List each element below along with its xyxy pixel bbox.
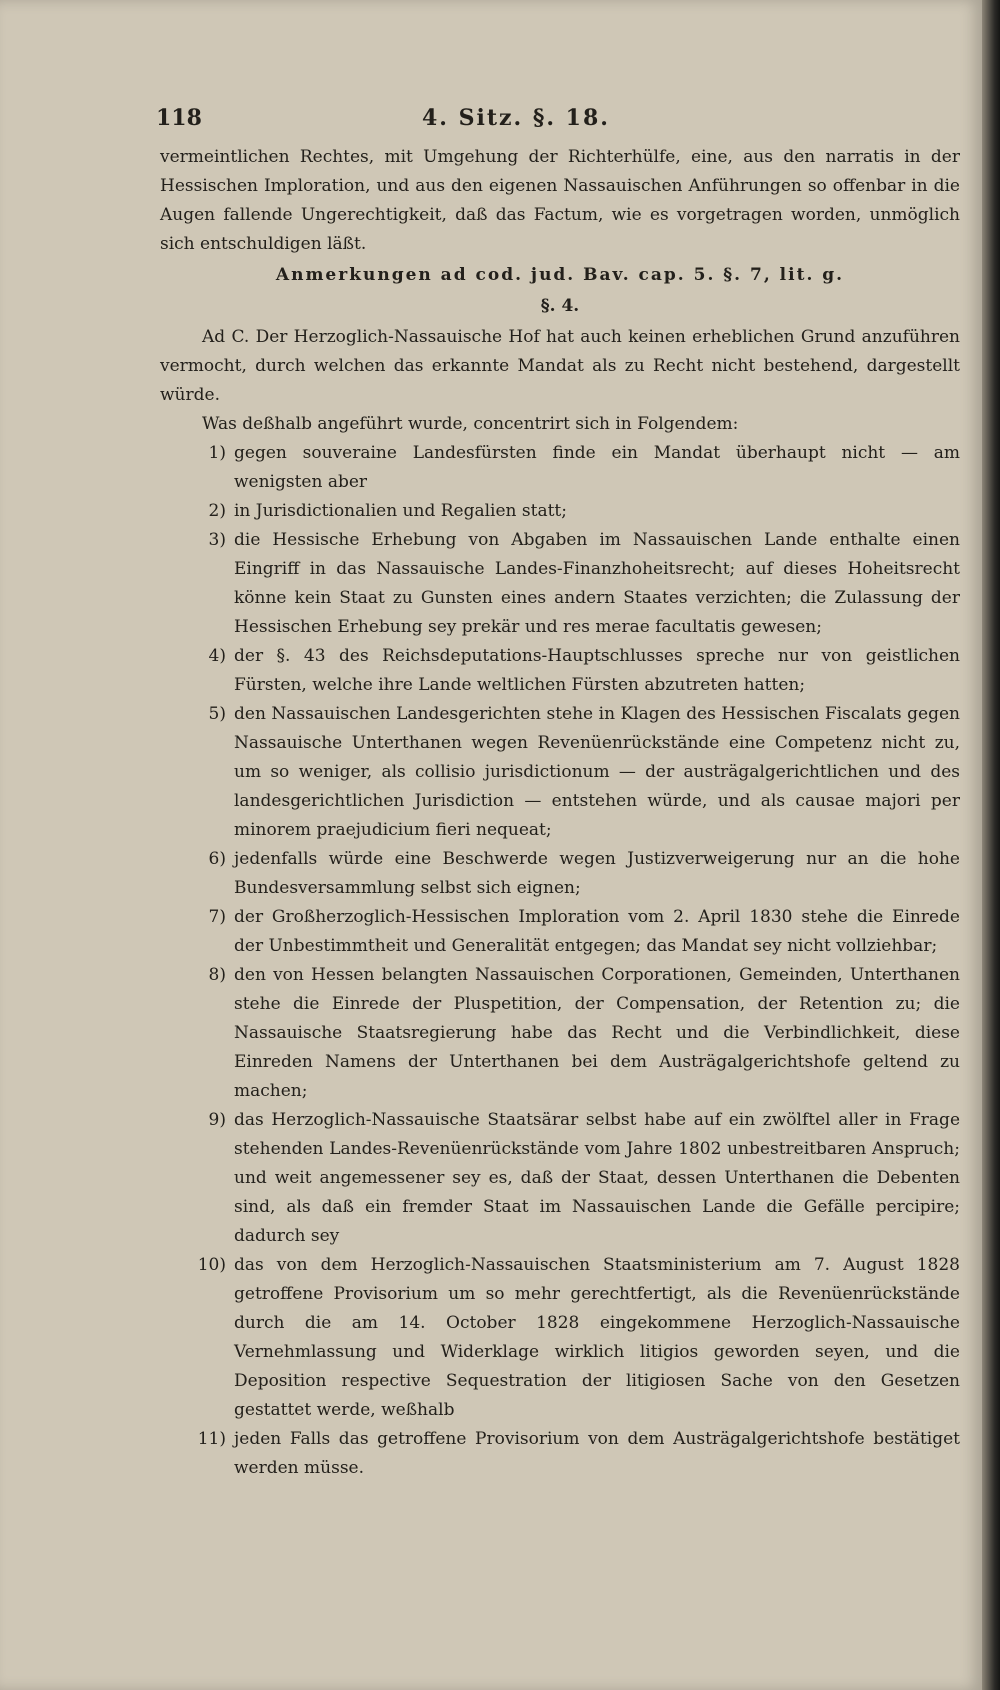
item-number: 8)	[208, 965, 226, 985]
item-text: der Großherzoglich-Hessischen Imploration vom 2. April 1830 stehe die Einrede der Unbestimmtheit und Generalität entgegen; das Mandat sey nicht vollziehbar;	[234, 907, 960, 956]
list-item	[160, 961, 960, 1106]
list-item	[160, 1425, 960, 1483]
section-mark: §. 4.	[540, 296, 580, 316]
item-number: 9)	[208, 1110, 226, 1130]
lead-paragraph: Was deßhalb angeführt wurde, concentrirt sich in Folgendem:	[202, 414, 739, 434]
annotation-heading: Anmerkungen ad cod. jud. Bav. cap. 5. §. 7, lit. g.	[275, 265, 845, 285]
ad-c-paragraph: Ad C. Der Herzoglich-Nassauische Hof hat auch keinen erheblichen Grund anzuführen vermocht, durch welchen das erkannte Mandat als zu Recht nicht bestehend, dargestellt würde.	[160, 327, 960, 405]
item-text: das Herzoglich-Nassauische Staatsärar selbst habe auf ein zwölftel aller in Frage stehenden Landes-Revenüenrückstände vom Jahre 1802 unbestreitbaren Anspruch; und weit angemessener sey es, daß der Staat, dessen Unterthanen die Debenten sind, als daß ein fremder Staat im Nassauischen Lande die Gefälle percipire; dadurch sey	[234, 1110, 960, 1246]
page-content	[156, 104, 960, 1483]
argument-list	[160, 439, 960, 1483]
list-item	[160, 1251, 960, 1425]
item-text: in Jurisdictionalien und Regalien statt;	[234, 501, 567, 521]
item-text: gegen souveraine Landesfürsten finde ein Mandat überhaupt nicht — am wenigsten aber	[234, 443, 960, 492]
book-spine-shadow	[982, 0, 1000, 1690]
list-item	[160, 903, 960, 961]
item-number: 5)	[208, 704, 226, 724]
item-text: den von Hessen belangten Nassauischen Corporationen, Gemeinden, Unterthanen stehe die Einrede der Pluspetition, der Compensation, der Retention zu; die Nassauische Staatsregierung habe das Recht und die Verbindlichkeit, diese Einreden Namens der Unterthanen bei dem Austrägalgerichtshofe geltend zu machen;	[234, 965, 960, 1101]
item-text: den Nassauischen Landesgerichten stehe in Klagen des Hessischen Fiscalats gegen Nassauische Unterthanen wegen Revenüenrückstände eine Competenz nicht zu, um so weniger, als collisio jurisdictionum — der austrägalgerichtlichen und des landesgerichtlichen Jurisdiction — entstehen würde, und als causae majori per minorem praejudicium fieri nequeat;	[234, 704, 960, 840]
item-text: jeden Falls das getroffene Provisorium von dem Austrägalgerichtshofe bestätiget werden müsse.	[234, 1429, 960, 1478]
item-number: 10)	[197, 1255, 226, 1275]
list-item	[160, 845, 960, 903]
intro-paragraph: vermeintlichen Rechtes, mit Umgehung der Richterhülfe, eine, aus den narratis in der Hessischen Imploration, und aus den eigenen Nassauischen Anführungen so offenbar in die Augen fallende Ungerechtigkeit, daß das Factum, wie es vorgetragen worden, unmöglich sich entschuldigen läßt.	[160, 147, 960, 254]
list-item	[160, 700, 960, 845]
item-number: 2)	[208, 501, 226, 521]
running-title: 4. Sitz. §. 18.	[421, 105, 610, 131]
item-number: 6)	[208, 849, 226, 869]
list-item	[160, 1106, 960, 1251]
page-header	[156, 104, 890, 133]
item-text: der §. 43 des Reichsdeputations-Hauptschlusses spreche nur von geistlichen Fürsten, welche ihre Lande weltlichen Fürsten abzutreten hatten;	[234, 646, 960, 695]
item-text: das von dem Herzoglich-Nassauischen Staatsministerium am 7. August 1828 getroffene Provisorium um so mehr gerechtfertigt, als die Revenüenrückstände durch die am 14. October 1828 eingekommene Herzoglich-Nassauische Vernehmlassung und Widerklage wirklich litigios geworden seyen, und die Deposition respective Sequestration der litigiosen Sache von den Gesetzen gestattet werde, weßhalb	[234, 1255, 960, 1420]
list-item	[160, 439, 960, 497]
item-number: 1)	[208, 443, 226, 463]
item-text: die Hessische Erhebung von Abgaben im Nassauischen Lande enthalte einen Eingriff in das Nassauische Landes-Finanzhoheitsrecht; auf dieses Hoheitsrecht könne kein Staat zu Gunsten eines andern Staates verzichten; die Zulassung der Hessischen Erhebung sey prekär und res merae facultatis gewesen;	[234, 530, 960, 637]
list-item	[160, 526, 960, 642]
item-number: 11)	[197, 1429, 226, 1449]
list-item	[160, 497, 960, 526]
item-number: 7)	[208, 907, 226, 927]
list-item	[160, 642, 960, 700]
item-text: jedenfalls würde eine Beschwerde wegen Justizverweigerung nur an die hohe Bundesversammlung selbst sich eignen;	[234, 849, 960, 898]
item-number: 4)	[208, 646, 226, 666]
item-number: 3)	[208, 530, 226, 550]
page-number: 118	[156, 105, 202, 131]
